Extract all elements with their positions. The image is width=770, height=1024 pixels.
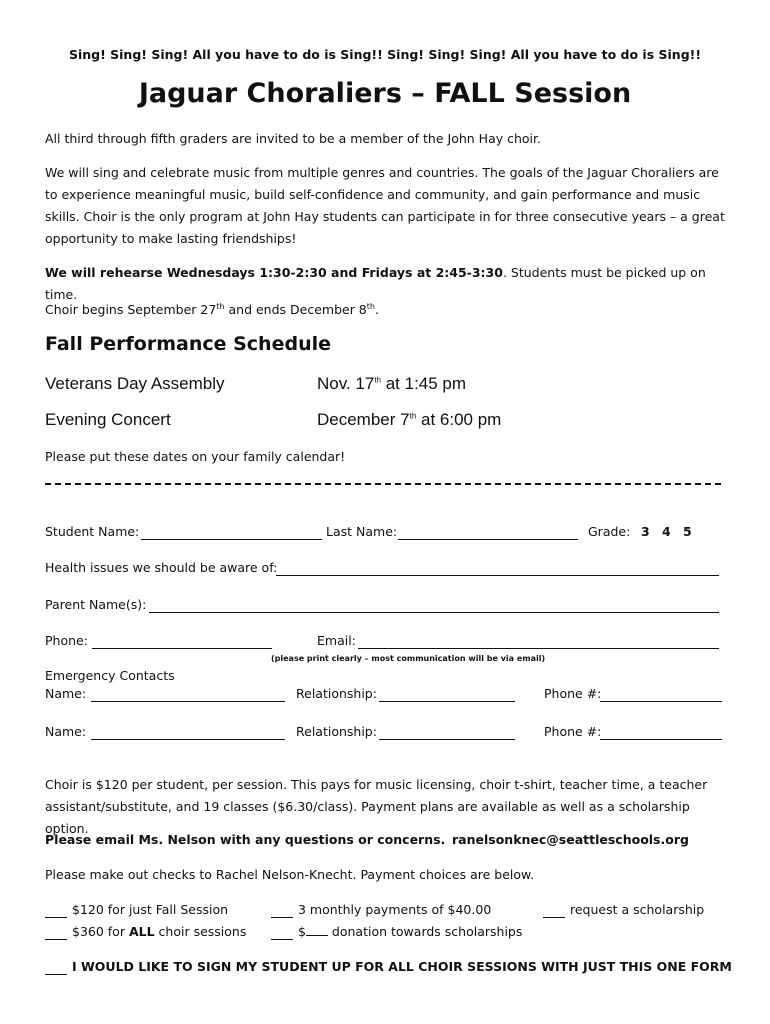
parent-label: Parent Name(s): [45,597,147,612]
health-label: Health issues we should be aware of: [45,560,278,575]
period: . [374,302,379,318]
ends-sup: th [366,302,375,311]
signup-blank[interactable] [45,962,67,975]
slogan: Sing! Sing! Sing! All you have to do is Sing!! Sing! Sing! Sing! All you have to do is Sing!! [68,47,702,62]
email-question: Please email Ms. Nelson with any questions or concerns. [45,832,446,847]
intro-paragraph-2: We will sing and celebrate music from multiple genres and countries. The goals of the Jaguar Choraliers are to experience meaningful music, build self-confidence and community, and gain performance and music skills. Choir is the only program at John Hay students can participate in for three consecutive years – a great opportunity to make lasting friendships! [45,165,725,246]
emergency-name-label: Name: [45,686,87,701]
relationship-label: Relationship: [296,686,377,701]
option-donation [298,924,522,939]
email-label: Email: [317,633,356,648]
pickup-note: . Students must be picked up on time. [45,265,706,302]
event-date-sup: th [374,375,381,385]
checks-note: Please make out checks to Rachel Nelson-Knecht. Payment choices are below. [45,867,535,882]
opt-all: ALL [128,924,155,939]
option-blank[interactable] [45,905,67,918]
emergency-label: Emergency Contacts [45,668,175,683]
emergency-phone-field-2[interactable] [600,727,722,740]
donation-amount-field[interactable] [306,924,328,936]
last-name-field[interactable] [398,527,578,540]
performance-heading: Fall Performance Schedule [45,333,331,355]
opt-dollar: $ [298,924,306,939]
rehearsal-times: We will rehearse Wednesdays 1:30-2:30 and Fridays at 2:45-3:30 [45,265,503,280]
event-date-sup: th [409,411,417,421]
relationship-field-2[interactable] [379,727,515,740]
option-fall-session: $120 for just Fall Session [72,902,229,917]
health-field[interactable] [276,563,719,576]
contact-email[interactable]: ranelsonknec@seattleschools.org [452,832,689,847]
event-date-main: Nov. 17 [317,374,375,393]
event-name: Veterans Day Assembly [45,374,225,393]
student-name-field[interactable] [141,527,322,540]
event-date [317,374,466,394]
option-all-sessions [72,924,246,939]
option-blank[interactable] [271,905,293,918]
email-field[interactable] [358,636,719,649]
intro-paragraph-1: All third through fifth graders are invited to be a member of the John Hay choir. [45,131,541,146]
option-blank[interactable] [271,927,293,940]
emergency-name-field-2[interactable] [91,727,285,740]
opt-text: donation towards scholarships [327,924,523,939]
relationship-label: Relationship: [296,724,377,739]
email-note: (please print clearly – most communication will be via email) [271,654,546,663]
cut-line [45,483,721,485]
option-blank[interactable] [45,927,67,940]
begins-sup: th [216,302,225,311]
emergency-phone-label: Phone #: [544,686,602,701]
page-title: Jaguar Choraliers – FALL Session [138,78,632,109]
emergency-name-label: Name: [45,724,87,739]
signup-all-sessions: I WOULD LIKE TO SIGN MY STUDENT UP FOR ALL CHOIR SESSIONS WITH JUST THIS ONE FORM [72,959,732,974]
session-dates [45,296,725,321]
grade-option-5[interactable]: 5 [683,524,692,539]
ends-text: and ends December 8 [224,302,367,318]
begins-text: Choir begins September 27 [45,302,217,318]
option-blank[interactable] [543,905,565,918]
phone-label: Phone: [45,633,88,648]
parent-field[interactable] [149,600,719,613]
event-date [317,410,501,430]
emergency-name-field-1[interactable] [91,689,285,702]
student-name-label: Student Name: [45,524,140,539]
option-monthly: 3 monthly payments of $40.00 [298,902,492,917]
event-time: at 1:45 pm [381,374,467,393]
opt-text: choir sessions [154,924,247,939]
grade-label: Grade: [588,524,631,539]
calendar-note: Please put these dates on your family calendar! [45,449,346,464]
grade-option-4[interactable]: 4 [662,524,671,539]
option-scholarship: request a scholarship [570,902,705,917]
event-time: at 6:00 pm [416,410,502,429]
phone-field[interactable] [92,636,272,649]
emergency-phone-field-1[interactable] [600,689,722,702]
last-name-label: Last Name: [326,524,398,539]
grade-option-3[interactable]: 3 [641,524,650,539]
relationship-field-1[interactable] [379,689,515,702]
emergency-phone-label: Phone #: [544,724,602,739]
event-date-main: December 7 [317,410,410,429]
event-name: Evening Concert [45,410,171,429]
opt-text: $360 for [72,924,129,939]
cost-paragraph: Choir is $120 per student, per session. This pays for music licensing, choir t-shirt, teacher time, a teacher assistant/substitute, and 19 classes ($6.30/class). Payment plans are available as well as a scholarship option. [45,777,708,836]
